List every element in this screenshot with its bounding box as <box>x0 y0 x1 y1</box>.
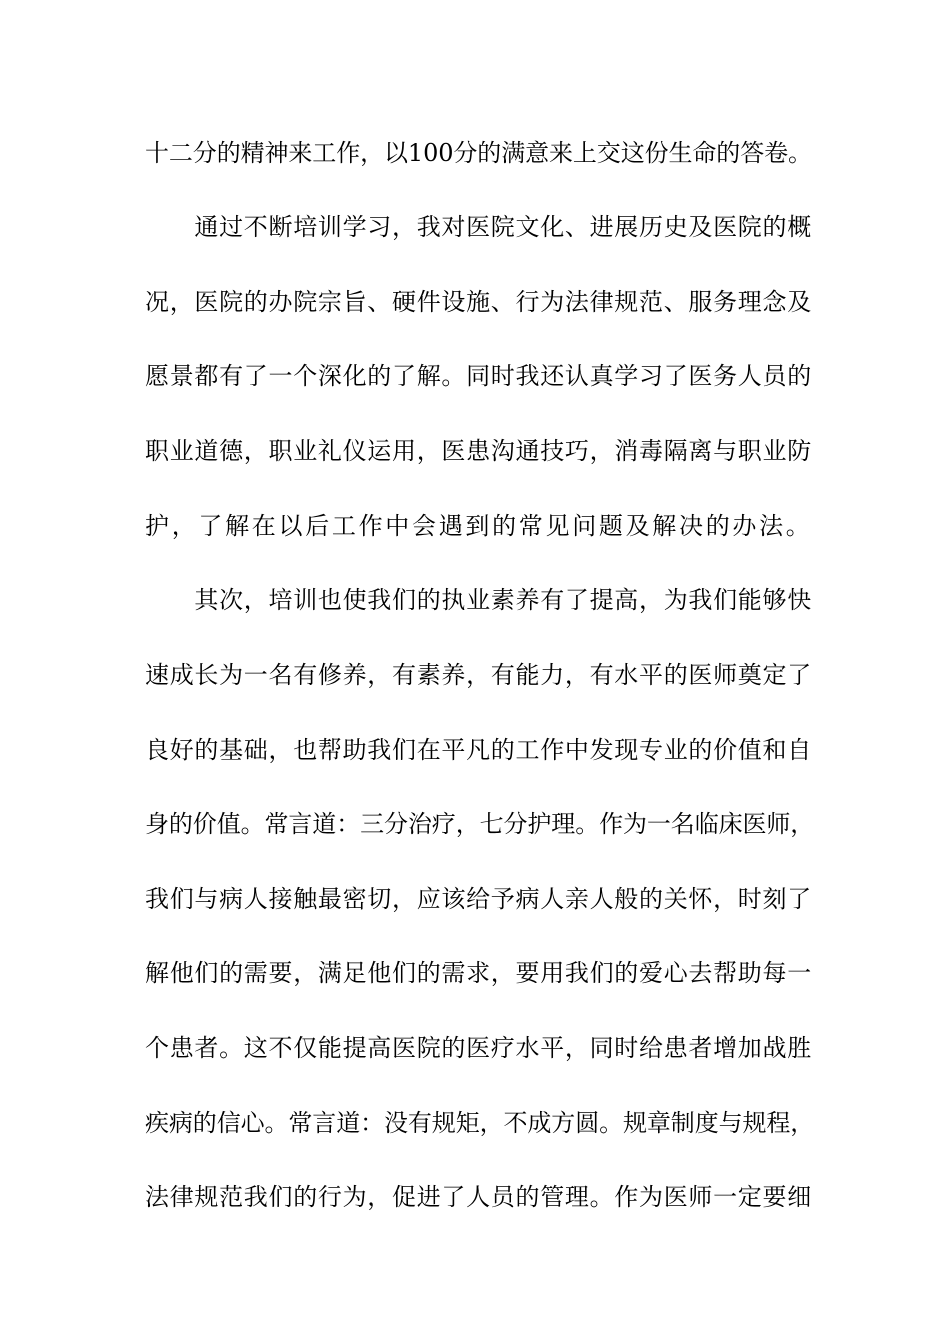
text-line: 十二分的精神来工作，以100分的满意来上交这份生命的答卷。 <box>145 139 812 167</box>
text-line: 个患者。这不仅能提高医院的医疗水平，同时给患者增加战胜 <box>145 1034 812 1062</box>
text-line: 职业道德，职业礼仪运用，医患沟通技巧，消毒隔离与职业防 <box>145 437 812 465</box>
text-line: 护，了解在以后工作中会遇到的常见问题及解决的办法。 <box>145 512 813 540</box>
text-line: 愿景都有了一个深化的了解。同时我还认真学习了医务人员的 <box>145 362 812 390</box>
text-line: 通过不断培训学习，我对医院文化、进展历史及医院的概 <box>145 213 812 241</box>
text-line: 解他们的需要，满足他们的需求，要用我们的爱心去帮助每一 <box>145 959 812 987</box>
text-line: 我们与病人接触最密切，应该给予病人亲人般的关怀，时刻了 <box>145 885 812 913</box>
text-line: 法律规范我们的行为，促进了人员的管理。作为医师一定要细 <box>145 1183 812 1211</box>
text-line: 况，医院的办院宗旨、硬件设施、行为法律规范、服务理念及 <box>145 288 812 316</box>
text-line: 良好的基础，也帮助我们在平凡的工作中发现专业的价值和自 <box>145 736 812 764</box>
text-line: 身的价值。常言道：三分治疗，七分护理。作为一名临床医师， <box>145 810 815 838</box>
text-line: 其次，培训也使我们的执业素养有了提高，为我们能够快 <box>145 586 812 614</box>
text-line: 疾病的信心。常言道：没有规矩，不成方圆。规章制度与规程， <box>145 1109 815 1137</box>
text-line: 速成长为一名有修养，有素养，有能力，有水平的医师奠定了 <box>145 661 812 689</box>
